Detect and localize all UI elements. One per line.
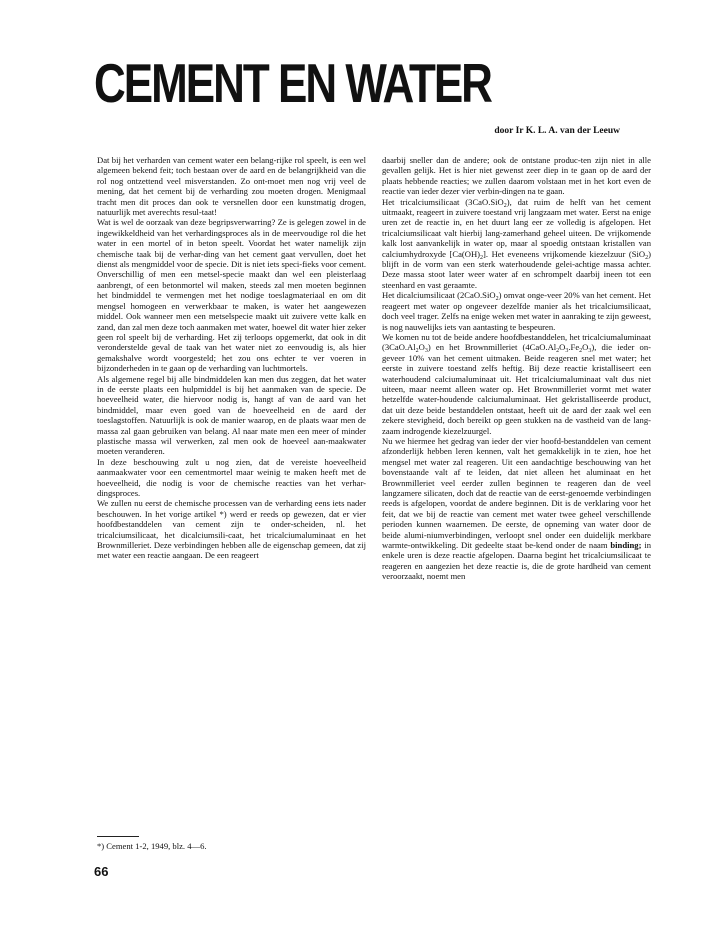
paragraph: Wat is wel de oorzaak van deze begripsverwarring? Ze is gelegen zowel in de ingewikkeldheid van het verhardingsproces als in de meervoudige rol die het water in een mortel of in beton speelt. Voordat het water namelijk zijn chemische taak bij de verhar-ding van het cement gaat vervullen, doet het dienst als mengmiddel voor de specie. Dit is niet iets speci-fieks voor cement. Onverschillig of men een metsel-specie maakt dan wel een pleisterlaag aanbrengt, of een betonmortel wil maken, steeds zal men moeten beginnen het bindmiddel te vermengen met het nodige toeslagmateriaal en om dit mengsel homogeen en verwerkbaar te maken, is water het aangewezen middel. Ook wanneer men een metselspecie maakt uit zuivere vette kalk en zand, dan zal men deze toch aanmaken met water, hoewel dit water hier zeker geen rol speelt bij de verharding. Het zij terloops opgemerkt, dat ook in dit veronderstelde geval de taak van het water niet zo eenvoudig is, als hier gemakshalve wordt voorgesteld; het zou ons echter te ver voeren in bijzonderheden in te gaan op de verharding van luchtmortels. — [97, 217, 366, 374]
author-byline: door Ir K. L. A. van der Leeuw — [494, 126, 620, 136]
article-title: CEMENT EN WATER — [94, 52, 491, 114]
paragraph: daarbij sneller dan de andere; ook de ontstane produc-ten zijn niet in alle gevallen gelijk. Het is hier niet gewenst zeer diep in te gaan op de aard der plaats hebbende reacties; we zullen daarom volstaan met in het kort even de reactie van ieder dezer vier verbin-dingen na te gaan. — [382, 155, 651, 197]
paragraph-tricalciumsilicaat: Het tricalciumsilicaat (3CaO.SiO$_2$), dat ruim de helft van het cement uitmaakt, reageert in zuivere toestand vrij langzaam met water. Eerst na enige uren zet de reactie in, en het duurt lang eer ze volledig is afgelopen. Het tricalciumsilicaat valt hierbij lang-zamerhand geheel uiteen. De vrijkomende kalk lost aanvankelijk in water op, maar al spoedig ontstaan kristallen van calciumhydroxyde $[Ca(OH)_2]$. Het eveneens vrijkomende kiezelzuur (SiO$_2$) blijft in de vorm van een sterk waterhoudende gelei-achtige massa achter. Deze massa stoot later weer water af en schrompelt daarbij ineen tot een steenhard en vast geraamte. — [382, 196, 651, 290]
paragraph: Als algemene regel bij alle bindmiddelen kan men dus zeggen, dat het water in de eerste plaats een hulpmiddel is bij het aanmaken van de specie. De hoeveelheid water, die hiervoor nodig is, hangt af van de aard van het bindmiddel, maar even goed van de hoeveelheid en de aard der toeslagstoffen. Natuurlijk is ook de manier waarop, en de plaats waar men de massa zal gaan gebruiken van belang. Al naar mate men een meer of minder plastische massa wil verwerken, zal men ook de hoeveel aan-maakwater moeten veranderen. — [97, 373, 366, 457]
paragraph: Dat bij het verharden van cement water een belang-rijke rol speelt, is een wel algemeen bekend feit; toch bestaan over de aard en de belangrijkheid van die rol nog ontzettend veel misverstanden. Zo ont-moet men nog vrij veel de mening, dat het cement bij de verharding zou moeten drogen. Menigmaal tracht men dit proces dan ook te versnellen door een kunstmatig drogen, natuurlijk met averechts resul-taat! — [97, 155, 366, 218]
footnote-divider — [97, 836, 139, 837]
right-column — [382, 155, 651, 855]
page-number: 66 — [94, 864, 109, 879]
paragraph-dicalciumsilicaat: Het dicalciumsilicaat (2CaO.SiO$_2$) omvat onge-veer 20% van het cement. Het reageert met water op ongeveer dezelfde manier als het tricalciumsilicaat, doch veel trager. Zelfs na enige weken met water in aanraking te zijn geweest, is nog nauwelijks iets van aantasting te bespeuren. — [382, 290, 651, 332]
paragraph: In deze beschouwing zult u nog zien, dat de vereiste hoeveelheid aanmaakwater voor een cementmortel maar weinig te maken heeft met de hoeveelheid, die nodig is voor de chemische reacties van het verhar-dingsproces. — [97, 456, 366, 498]
bold-term-binding: binding; — [610, 540, 642, 551]
paragraph-aluminaat: We komen nu tot de beide andere hoofdbestanddelen, het tricalciumaluminaat $(3CaO.Al_2O_3)$ en het Brownmilleriet $(4CaO.Al_2O_3.Fe_2O_3)$, die ieder on-geveer 10% van het cement uitmaken. Beide reageren snel met water; het eerste in zuivere toestand zelfs heftig. Bij deze reactie kristalliseert een waterhoudend calciumaluminaat uit. Het tricalciumaluminaat valt dus niet uiteen, maar neemt alleen water op. Het Brownmilleriet vormt met water hetzelfde water-houdende calciumaluminaat. Het gekristalliseerde product, dat uit deze beide bestanddelen ontstaat, heeft uit de aard der zaak wel een zekere stevigheid, doch bereikt op geen stukken na de vastheid van de lang-zaam indrogende kiezelzuurgel. — [382, 331, 651, 436]
paragraph-conclusie: Nu we hiermee het gedrag van ieder der vier hoofd-bestanddelen van cement afzonderlijk hebben leren kennen, valt het gemakkelijk in te zien, hoe het mengsel met water zal reageren. Uit een aandachtige beschouwing van het bovenstaande valt af te leiden, dat niet alleen het aluminaat en het Brownmilleriet veel eerder zullen beginnen te reageren dan de veel langzamere silicaten, doch dat de reactie van de eerst-genoemde verbindingen reeds is afgelopen, voordat de andere beginnen. Dit is de verklaring voor het feit, dat we bij de reactie van cement met water twee geheel verschillende perioden kunnen waarnemen. De eerste, de opneming van water door de beide alumi-niumverbindingen, verloopt snel onder een duidelijk merkbare warmte-ontwikkeling. Dit gedeelte staat be-kend onder de naam binding; in enkele uren is deze reactie afgelopen. Daarna begint het tricalciumsilicaat te reageren en aangezien het deze reactie is, die de grote hardheid van cement veroorzaakt, noemt men — [382, 435, 652, 582]
paragraph: We zullen nu eerst de chemische processen van de verharding eens iets nader beschouwen. In het vorige artikel *) werd er reeds op gewezen, dat er vier hoofdbestanddelen van cement zijn te onder-scheiden, nl. het tricalciumsilicaat, het dicalciumsili-caat, het tricalciumaluminaat en het Brownmilleriet. Deze verbindingen hebben alle de eigenschap gemeen, dat zij met water een reactie aangaan. De een reageert — [97, 498, 366, 561]
left-column — [97, 155, 366, 825]
footnote: *) Cement 1-2, 1949, blz. 4—6. — [97, 841, 207, 851]
